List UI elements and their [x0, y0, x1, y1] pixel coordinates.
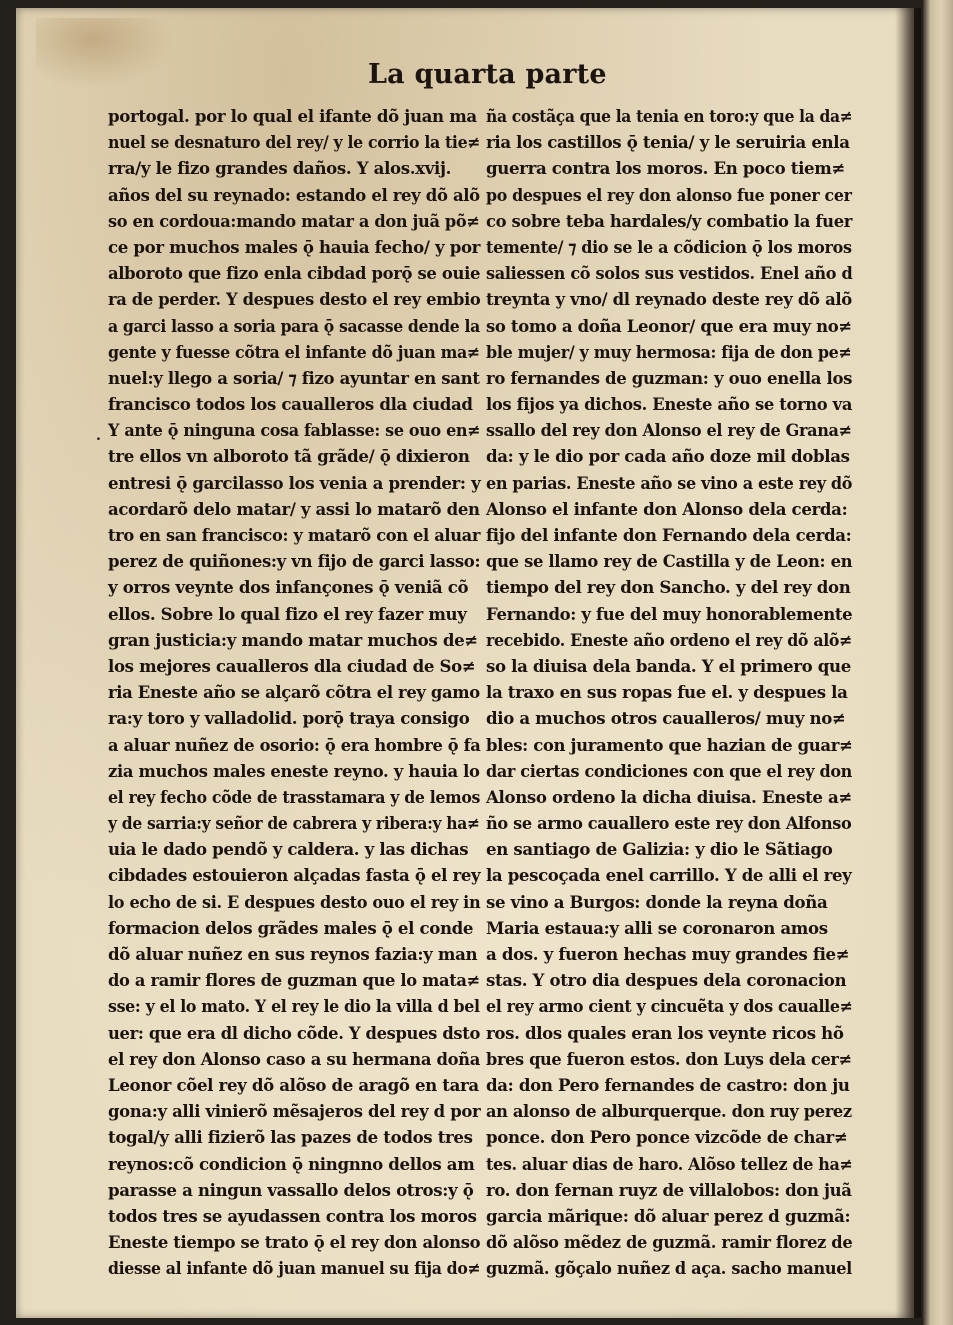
text-line: años del su reynado: estando el rey dõ alõ: [108, 184, 480, 205]
text-line: ssallo del rey don Alonso el rey de Grana≠: [486, 420, 852, 441]
text-line: ria Eneste año se alçarõ cõtra el rey gamo: [108, 682, 480, 703]
text-line: reynos:cõ condicion ǭ ningnno dellos am: [108, 1153, 475, 1174]
text-line: la pescoçada enel carrillo. Y de alli el rey: [486, 865, 852, 886]
text-line: Fernando: y fue del muy honorablemente: [486, 603, 853, 624]
text-line: ellos. Sobre lo qual fizo el rey fazer muy: [108, 603, 467, 624]
text-line: an alonso de alburquerque. don ruy perez: [486, 1101, 852, 1122]
text-line: zia muchos males eneste reyno. y hauia lo: [108, 760, 480, 781]
text-line: saliessen cõ solos sus vestidos. Enel año d: [486, 263, 853, 284]
next-page-edge: [923, 0, 953, 1325]
text-line: tro en san francisco: y matarõ con el aluar: [108, 525, 481, 545]
book-gutter: [895, 8, 921, 1318]
text-line: ponce. don Pero ponce vizcõde de char≠: [486, 1127, 848, 1148]
text-line: rra/y le fizo grandes daños. Y alos.xvij.: [108, 158, 452, 179]
text-line: bres que fueron estos. don Luys dela cer≠: [486, 1048, 852, 1069]
text-line: ña costãça que la tenia en toro:y que la da≠: [486, 106, 853, 126]
text-line: a aluar nuñez de osorio: ǭ era hombre ǭ fa: [108, 734, 481, 755]
text-line: dio a muchos otros caualleros/ muy no≠: [486, 708, 846, 729]
text-line: tes. aluar dias de haro. Alõso tellez de ha≠: [486, 1153, 853, 1174]
text-line: co sobre teba hardales/y combatio la fuer: [486, 210, 853, 231]
text-line: ros. dlos quales eran los veynte ricos hõ: [486, 1022, 844, 1043]
text-line: Eneste tiempo se trato ǭ el rey don alonso: [108, 1232, 481, 1253]
text-line: ro. don fernan ruyz de villalobos: don juã: [486, 1179, 852, 1200]
text-line: Alonso ordeno la dicha diuisa. Eneste a≠: [486, 786, 853, 807]
text-line: acordarõ delo matar/ y assi lo matarõ den: [108, 498, 480, 519]
text-line: gran justicia:y mando matar muchos de≠: [108, 629, 478, 650]
text-line: temente/ ⁊ dio se le a cõdicion ǭ los moros: [486, 236, 852, 257]
text-line: a garci lasso a soria para ǭ sacasse dende la: [108, 315, 480, 336]
text-column-left: [108, 103, 480, 1281]
text-line: portogal. por lo qual el ifante dõ juan ma: [108, 106, 477, 126]
text-line: garcia mãrique: dõ aluar perez d guzmã:: [486, 1205, 851, 1226]
margin-mark: .: [96, 428, 101, 444]
text-line: lo echo de si. E despues desto ouo el rey in: [108, 891, 481, 912]
text-line: la traxo en sus ropas fue el. y despues la: [486, 682, 848, 703]
text-line: Y ante ǭ ninguna cosa fablasse: se ouo en≠: [108, 420, 481, 441]
text-line: a dos. y fueron hechas muy grandes fie≠: [486, 944, 850, 964]
text-line: da: don Pero fernandes de castro: don ju: [486, 1074, 850, 1095]
text-line: el rey fecho cõde de trasstamara y de lemos: [108, 786, 481, 807]
text-line: ro fernandes de guzman: y ouo enella los: [486, 367, 853, 388]
text-line: perez de quiñones:y vn fijo de garci lasso:: [108, 551, 481, 572]
text-line: nuel se desnaturo del rey/ y le corrio la tie≠: [108, 132, 481, 153]
text-line: Maria estaua:y alli se coronaron amos: [486, 917, 828, 938]
text-line: guzmã. gõçalo nuñez d aça. sacho manuel: [486, 1258, 852, 1279]
text-line: parasse a ningun vassallo delos otros:y ǭ: [108, 1179, 474, 1200]
text-line: so la diuisa dela banda. Y el primero que: [486, 655, 851, 676]
text-line: cibdades estouieron alçadas fasta ǭ el rey: [108, 865, 481, 886]
text-line: sse: y el lo mato. Y el rey le dio la villa d bel: [108, 996, 480, 1017]
page-stain: [36, 18, 176, 88]
text-line: el rey don Alonso caso a su hermana doña: [108, 1048, 480, 1069]
text-line: treynta y vno/ dl reynado deste rey dõ alõ: [486, 289, 852, 310]
text-line: ble mujer/ y muy hermosa: fija de don pe≠: [486, 341, 852, 362]
text-line: y orros veynte dos infançones ǭ veniã cõ: [108, 577, 469, 598]
text-line: tiempo del rey don Sancho. y del rey don: [486, 577, 851, 598]
text-line: ria los castillos ǭ tenia/ y le seruiria enla: [486, 132, 850, 153]
text-line: da: y le dio por cada año doze mil doblas: [486, 446, 850, 467]
text-line: Leonor cõel rey dõ alõso de aragõ en tara: [108, 1074, 479, 1095]
text-line: uia le dado pendõ y caldera. y las dichas: [108, 839, 469, 860]
text-line: guerra contra los moros. En poco tiem≠: [486, 158, 846, 179]
text-line: so tomo a doña Leonor/ que era muy no≠: [486, 315, 852, 336]
text-line: los fijos ya dichos. Eneste año se torno va: [486, 394, 853, 415]
text-line: dar ciertas condiciones con que el rey don: [486, 760, 853, 781]
text-line: uer: que era dl dicho cõde. Y despues dsto: [108, 1022, 480, 1043]
text-line: togal/y alli fizierõ las pazes de todos tres: [108, 1127, 473, 1148]
text-line: stas. Y otro dia despues dela coronacion: [486, 970, 847, 991]
text-line: y de sarria:y señor de cabrera y ribera:y ha≠: [108, 813, 480, 834]
text-line: recebido. Eneste año ordeno el rey dõ alõ≠: [486, 629, 853, 650]
text-line: ra de perder. Y despues desto el rey embio: [108, 289, 481, 310]
text-line: ra:y toro y valladolid. porǭ traya consigo: [108, 708, 470, 729]
text-line: formacion delos grãdes males ǭ el conde: [108, 917, 474, 938]
text-line: gona:y alli vinierõ mẽsajeros del rey d por: [108, 1101, 481, 1122]
text-line: fijo del infante don Fernando dela cerda:: [486, 525, 852, 545]
text-line: nuel:y llego a soria/ ⁊ fizo ayuntar en sant: [108, 367, 480, 388]
text-line: alboroto que fizo enla cibdad porǭ se ouie: [108, 263, 481, 284]
text-line: dõ aluar nuñez en sus reynos fazia:y man: [108, 944, 478, 964]
text-line: bles: con juramento que hazian de guar≠: [486, 734, 853, 755]
text-line: francisco todos los caualleros dla ciudad: [108, 394, 473, 415]
text-line: en santiago de Galizia: y dio le Sãtiago: [486, 839, 833, 860]
text-line: diesse al infante dõ juan manuel su fija do≠: [108, 1258, 481, 1279]
text-line: que se llamo rey de Castilla y de Leon: en: [486, 551, 853, 572]
text-line: po despues el rey don alonso fue poner cer: [486, 184, 852, 205]
text-line: do a ramir flores de guzman que lo mata≠: [108, 970, 480, 991]
text-line: el rey armo cient y cincuẽta y dos caualle≠: [486, 996, 853, 1017]
text-line: ño se armo cauallero este rey don Alfonso: [486, 813, 852, 834]
text-line: ce por muchos males ǭ hauia fecho/ y por: [108, 236, 481, 257]
text-line: Alonso el infante don Alonso dela cerda:: [486, 498, 848, 519]
text-line: dõ alõso mẽdez de guzmã. ramir florez de: [486, 1232, 853, 1253]
text-line: gente y fuesse cõtra el infante dõ juan ma≠: [108, 341, 480, 362]
text-line: todos tres se ayudassen contra los moros: [108, 1205, 477, 1226]
text-line: los mejores caualleros dla ciudad de So≠: [108, 655, 476, 676]
text-line: so en cordoua:mando matar a don juã põ≠: [108, 210, 480, 231]
text-line: tre ellos vn alboroto tã grãde/ ǭ dixieron: [108, 446, 470, 467]
text-line: se vino a Burgos: donde la reyna doña: [486, 891, 828, 912]
text-line: entresi ǭ garcilasso los venia a prender: y: [108, 472, 481, 493]
running-head: La quarta parte: [368, 59, 607, 90]
text-column-right: [486, 103, 852, 1281]
text-line: en parias. Eneste año se vino a este rey dõ: [486, 472, 853, 493]
